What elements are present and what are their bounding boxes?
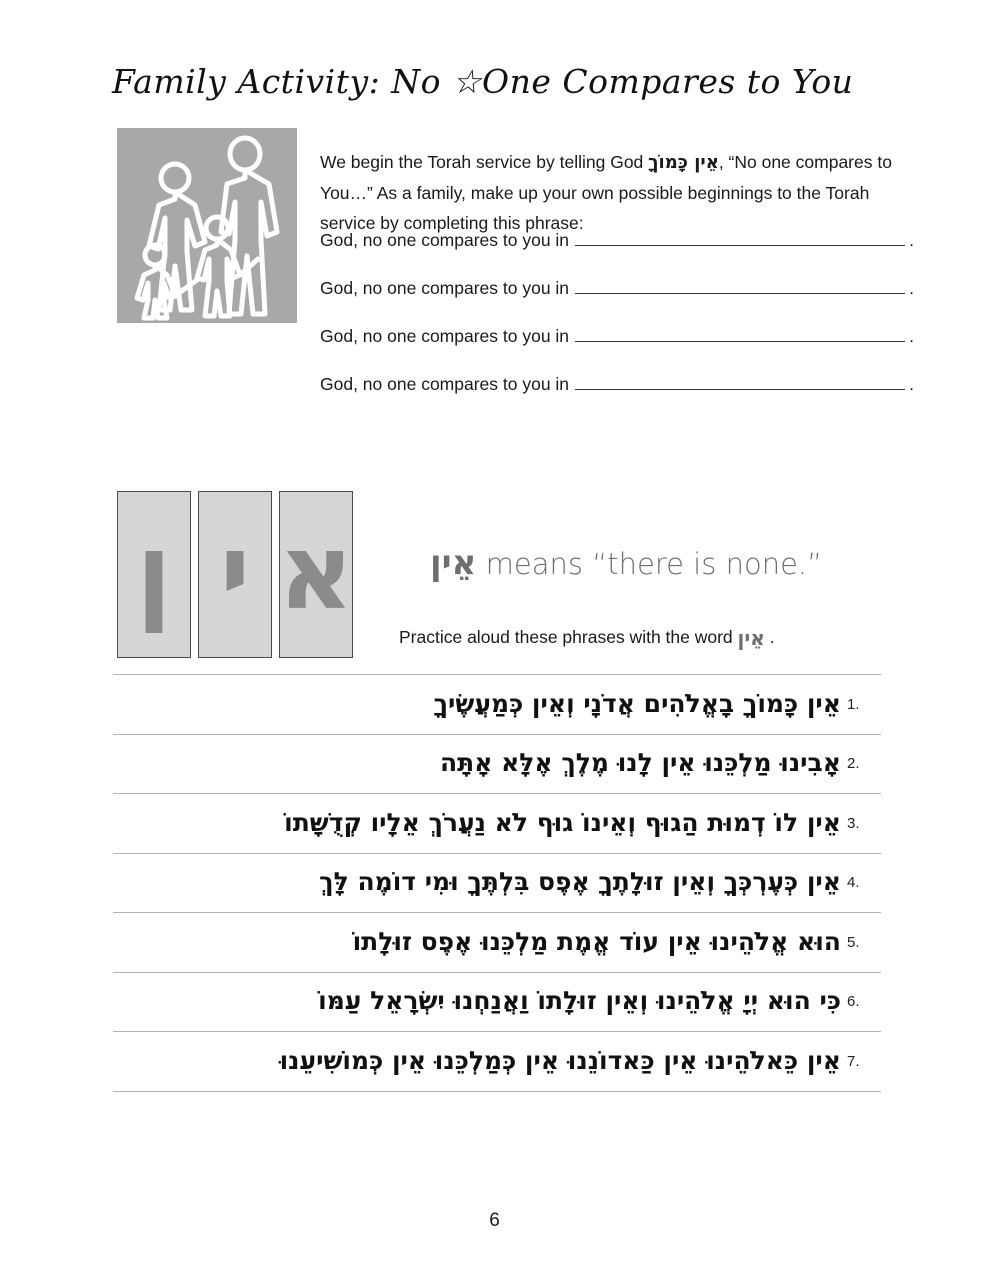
phrase-row[interactable] bbox=[113, 912, 881, 972]
fill-in-list bbox=[320, 230, 914, 422]
phrase-number: .4 bbox=[847, 874, 860, 892]
fill-in-period: . bbox=[909, 326, 914, 346]
letter-box-yud bbox=[198, 491, 272, 658]
hebrew-letter-glyph: ן bbox=[136, 510, 172, 633]
phrase-hebrew-text: אָבִינוּ מַלְכֵּנוּ אֵין לָנוּ מֶלֶךְ אֶלָּא אָתָּה bbox=[439, 748, 841, 778]
page-number: 6 bbox=[489, 1210, 500, 1231]
phrase-hebrew-text: אֵין כֵּאלֹהֵינוּ אֵין כַּאדוֹנֵנוּ אֵין כְּמַלְכֵּנוּ אֵין כְּמוֹשִׁיעֵנוּ bbox=[279, 1045, 841, 1075]
meaning-hebrew-word: אֵין bbox=[430, 543, 477, 583]
phrase-hebrew-text: כִּי הוּא יְיָ אֱלֹהֵינוּ וְאֵין זוּלָתוֹ וַאֲנַחְנוּ יִשְׂרָאֵל עַמּוֹ bbox=[318, 986, 841, 1016]
fill-in-row[interactable] bbox=[320, 374, 914, 422]
hebrew-letter-glyph: י bbox=[219, 510, 251, 633]
hebrew-letter-glyph: א bbox=[278, 510, 354, 633]
phrase-row[interactable] bbox=[113, 734, 881, 794]
intro-hebrew-phrase: אֵין כָּמוֹךָ bbox=[648, 151, 719, 173]
fill-in-label: God, no one compares to you in bbox=[320, 326, 570, 346]
practice-instruction bbox=[399, 626, 775, 650]
phrase-row[interactable] bbox=[113, 793, 881, 853]
fill-in-label: God, no one compares to you in bbox=[320, 230, 570, 250]
fill-in-label: God, no one compares to you in bbox=[320, 278, 570, 298]
fill-in-row[interactable] bbox=[320, 278, 914, 326]
phrase-hebrew-text: הוּא אֱלֹהֵינוּ אֵין עוֹד אֱמֶת מַלְכֵּנוּ אֶפֶס זוּלָתוֹ bbox=[352, 926, 841, 956]
phrase-row[interactable] bbox=[113, 1031, 881, 1091]
phrase-number: .5 bbox=[847, 933, 860, 951]
phrase-hebrew-text: אֵין כָּמוֹךָ בָאֱלֹהִים אֲדֹנָי וְאֵין כְּמַעֲשֶׂיךָ bbox=[433, 688, 841, 718]
letter-box-final-nun bbox=[117, 491, 191, 658]
fill-in-blank-1[interactable] bbox=[575, 230, 905, 246]
phrase-number: .3 bbox=[847, 814, 860, 832]
word-meaning-line bbox=[430, 543, 822, 583]
intro-part-1: We begin the Torah service by telling God bbox=[320, 151, 649, 172]
meaning-text: means “there is none.” bbox=[476, 547, 823, 581]
phrase-row[interactable] bbox=[113, 853, 881, 913]
family-illustration bbox=[117, 128, 297, 323]
fill-in-period: . bbox=[909, 374, 914, 394]
fill-in-blank-2[interactable] bbox=[575, 278, 905, 294]
phrase-number: .1 bbox=[847, 695, 860, 713]
intro-part-2: , “No one compares to You…” As a family, make up your own possible beginnings to the Torah service by completing this phrase: bbox=[320, 151, 892, 233]
fill-in-blank-4[interactable] bbox=[575, 374, 905, 390]
practice-part-2: . bbox=[764, 627, 775, 647]
phrase-row[interactable] bbox=[113, 674, 881, 734]
phrase-number: .7 bbox=[847, 1052, 860, 1070]
phrase-hebrew-text: אֵין כְּעֶרְכְּךָ וְאֵין זוּלָתֶךָ אֶפֶס בִּלְתֶּךָ וּמִי דוֹמֶה לָּךְ bbox=[319, 867, 841, 897]
page-title bbox=[112, 62, 912, 101]
hebrew-letter-boxes bbox=[117, 491, 353, 658]
practice-hebrew-word: אֵין bbox=[737, 626, 765, 650]
fill-in-row[interactable] bbox=[320, 230, 914, 278]
phrase-number: .2 bbox=[847, 755, 860, 773]
fill-in-period: . bbox=[909, 230, 914, 250]
phrase-hebrew-text: אֵין לוֹ דְמוּת הַגוּף וְאֵינוֹ גוּף לֹא נַעֲרֹךְ אֵלָיו קְדֻשָּׁתוֹ bbox=[284, 807, 841, 837]
fill-in-blank-3[interactable] bbox=[575, 326, 905, 342]
page-title-text: Family Activity: No ☆One Compares to You bbox=[112, 62, 854, 101]
phrase-number: .6 bbox=[847, 993, 860, 1011]
fill-in-period: . bbox=[909, 278, 914, 298]
phrase-list-bottom-rule bbox=[113, 1091, 881, 1092]
letter-box-alef bbox=[279, 491, 353, 658]
fill-in-label: God, no one compares to you in bbox=[320, 374, 570, 394]
intro-paragraph bbox=[320, 147, 914, 238]
practice-part-1: Practice aloud these phrases with the word bbox=[399, 627, 738, 647]
phrase-row[interactable] bbox=[113, 972, 881, 1032]
hebrew-phrase-list bbox=[113, 674, 881, 1092]
fill-in-row[interactable] bbox=[320, 326, 914, 374]
